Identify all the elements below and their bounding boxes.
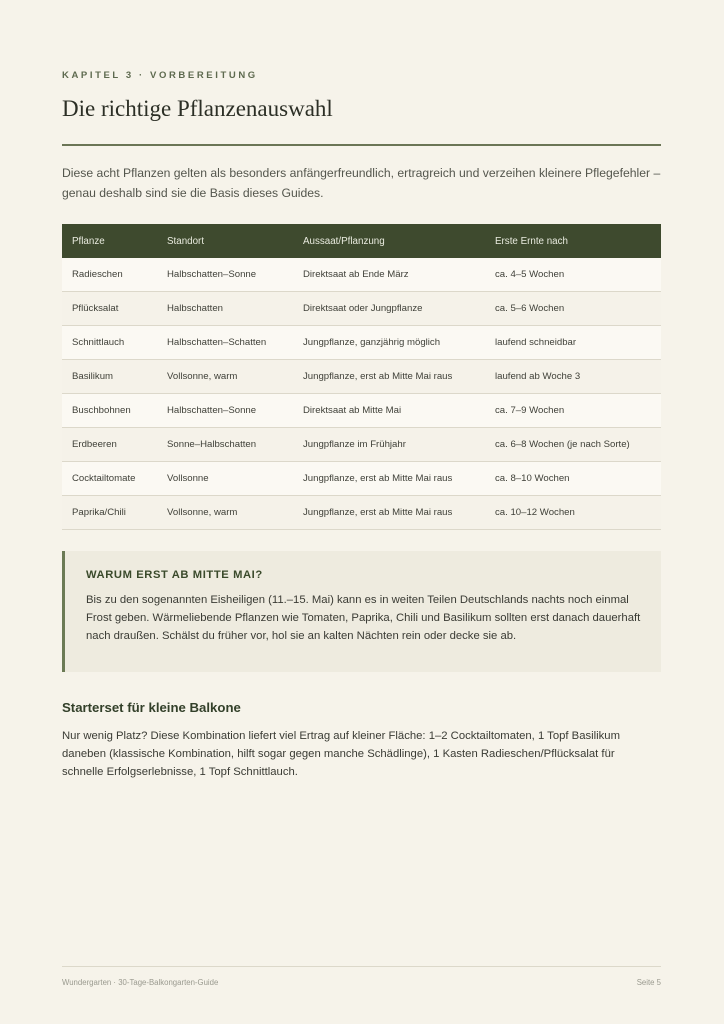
table-cell: ca. 6–8 Wochen (je nach Sorte) [485, 428, 661, 462]
table-cell: Halbschatten–Sonne [157, 258, 293, 292]
section-paragraph: Nur wenig Platz? Diese Kombination liefert viel Ertrag auf kleiner Fläche: 1–2 Cocktailtomaten, 1 Topf Basilikum daneben (klassische Kombination, hilft sogar gegen manche Schädlinge), 1 Kasten Radieschen/Pflücksalat für schnelle Erfolgserlebnisse, 1 Topf Schnittlauch. [62, 730, 620, 778]
table-cell: Direktsaat ab Ende März [293, 258, 485, 292]
table-cell: ca. 5–6 Wochen [485, 292, 661, 326]
table-cell: Erdbeeren [62, 428, 157, 462]
table-row [62, 428, 661, 462]
table-cell: Paprika/Chili [62, 496, 157, 530]
table-row [62, 394, 661, 428]
chapter-kicker: KAPITEL 3 · VORBEREITUNG [62, 70, 258, 81]
footer-title: Wundergarten · 30-Tage-Balkongarten-Guide [62, 978, 219, 987]
table-cell: Sonne–Halbschatten [157, 428, 293, 462]
table-cell: Halbschatten [157, 292, 293, 326]
info-callout [62, 551, 661, 672]
table-cell: Schnittlauch [62, 326, 157, 360]
table-cell: Cocktailtomate [62, 462, 157, 496]
table-cell: Halbschatten–Schatten [157, 326, 293, 360]
table-row [62, 258, 661, 292]
table-cell: ca. 7–9 Wochen [485, 394, 661, 428]
table-row [62, 496, 661, 530]
table-row [62, 462, 661, 496]
table-cell: Jungpflanze, erst ab Mitte Mai raus [293, 462, 485, 496]
table-header-cell: Aussaat/Pflanzung [303, 235, 385, 247]
page-number: Seite 5 [636, 978, 661, 987]
table-row [62, 292, 661, 326]
title-divider [62, 144, 661, 146]
table-cell: ca. 10–12 Wochen [485, 496, 661, 530]
table-cell: Radieschen [62, 258, 157, 292]
table-header-cell: Erste Ernte nach [495, 235, 568, 247]
table-cell: Jungpflanze, ganzjährig möglich [293, 326, 485, 360]
table-cell: laufend schneidbar [485, 326, 661, 360]
table-cell: Vollsonne, warm [157, 496, 293, 530]
callout-title: WARUM ERST AB MITTE MAI? [86, 569, 263, 581]
page-title: Die richtige Pflanzenauswahl [62, 96, 333, 121]
intro-paragraph: Diese acht Pflanzen gelten als besonders anfängerfreundlich, ertragreich und verzeihen kleinere Pflegefehler – genau deshalb sind sie die Basis dieses Guides. [62, 166, 661, 200]
plant-table [62, 224, 661, 530]
table-cell: laufend ab Woche 3 [485, 360, 661, 394]
table-cell: Vollsonne, warm [157, 360, 293, 394]
table-cell: Jungpflanze, erst ab Mitte Mai raus [293, 360, 485, 394]
table-cell: Direktsaat ab Mitte Mai [293, 394, 485, 428]
table-cell: Jungpflanze, erst ab Mitte Mai raus [293, 496, 485, 530]
table-header-cell: Pflanze [72, 235, 105, 247]
table-header-cell: Standort [167, 235, 205, 247]
footer-divider [62, 966, 661, 967]
table-row [62, 360, 661, 394]
table-cell: ca. 4–5 Wochen [485, 258, 661, 292]
table-header-row [62, 224, 661, 258]
table-cell: Basilikum [62, 360, 157, 394]
callout-text: Bis zu den sogenannten Eisheiligen (11.–15. Mai) kann es in weiten Teilen Deutschlands nachts noch einmal Frost geben. Wärmeliebende Pflanzen wie Tomaten, Paprika, Chili und Basilikum sollten erst danach dauerhaft nach draußen. Schälst du früher vor, hol sie an kalten Nächten rein oder decke sie ab. [86, 594, 641, 642]
table-cell: Pflücksalat [62, 292, 157, 326]
section-heading: Starterset für kleine Balkone [62, 700, 241, 715]
table-cell: Buschbohnen [62, 394, 157, 428]
table-cell: Jungpflanze im Frühjahr [293, 428, 485, 462]
table-row [62, 326, 661, 360]
table-cell: Halbschatten–Sonne [157, 394, 293, 428]
table-cell: Direktsaat oder Jungpflanze [293, 292, 485, 326]
table-cell: Vollsonne [157, 462, 293, 496]
table-cell: ca. 8–10 Wochen [485, 462, 661, 496]
